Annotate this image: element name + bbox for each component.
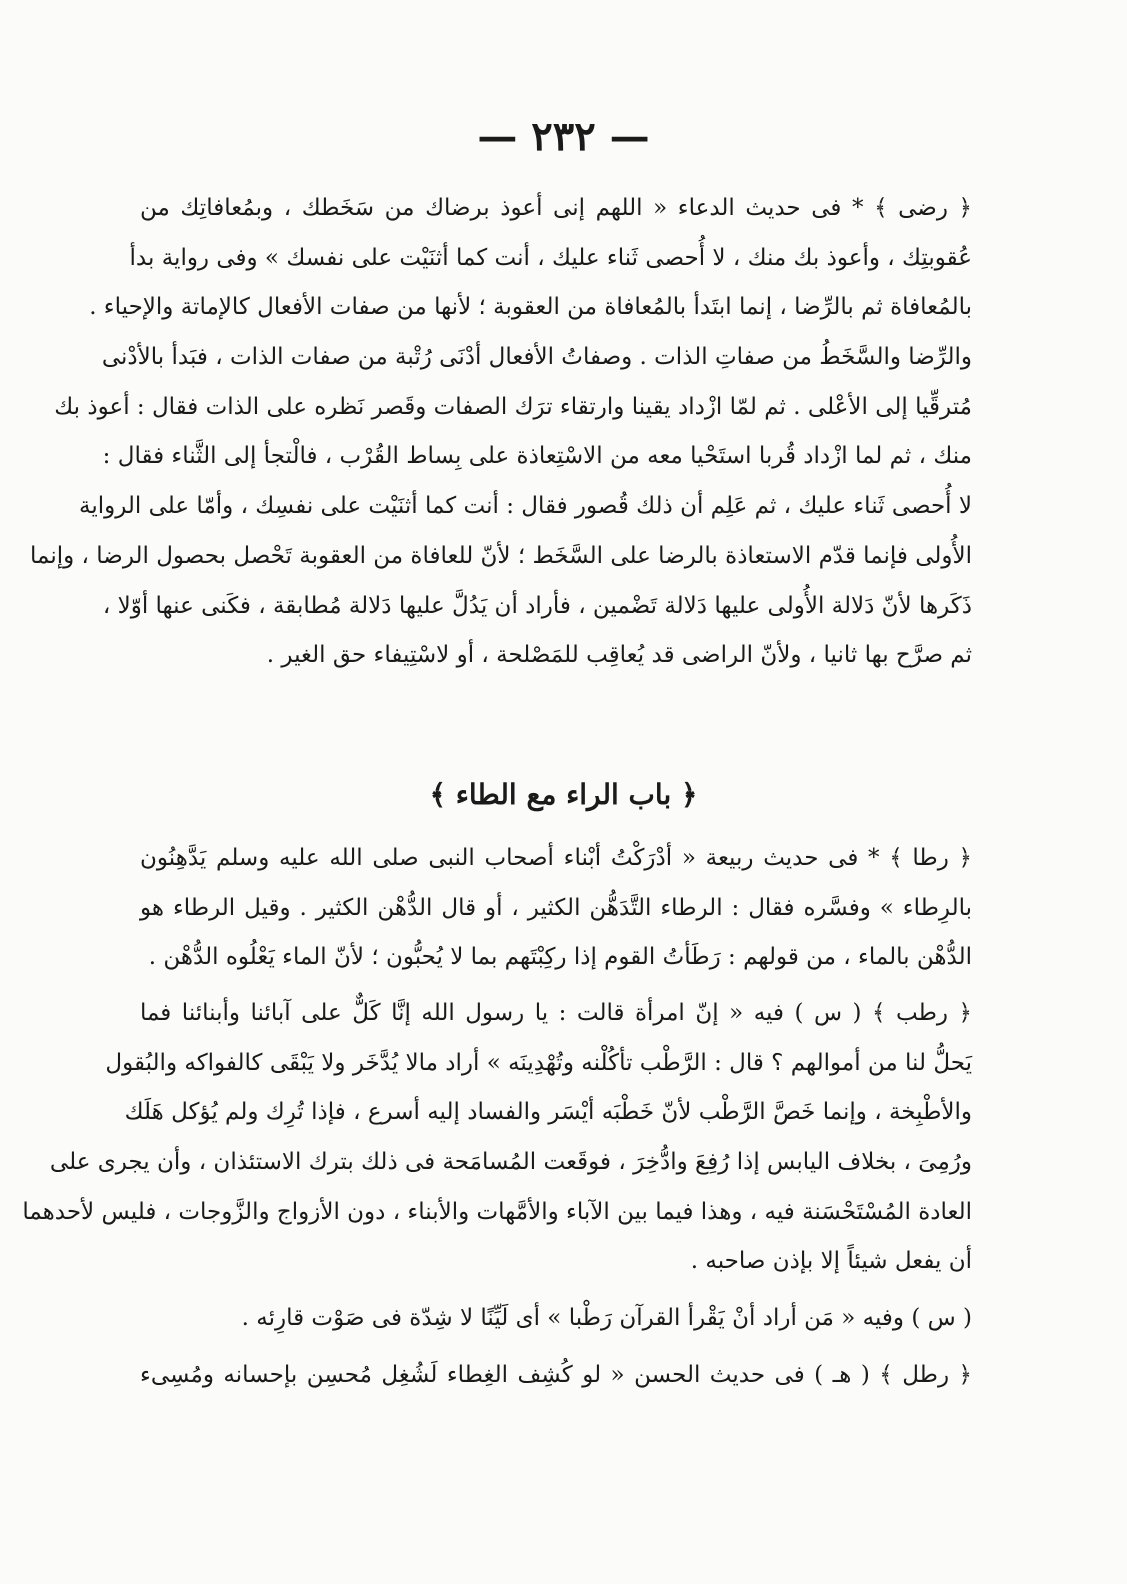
entry-ratl [140, 1351, 972, 1401]
text-line: عُقوبتِك ، وأعوذ بك منك ، لا أُحصى ثَناء عليك ، أنت كما أثنَيْت على نفسك » وفى رواية بدأ [129, 244, 972, 271]
text-line: أن يفعل شيئاً إلا بإذن صاحبه . [690, 1248, 972, 1275]
text-line: ثم صرَّح بها ثانيا ، ولأنّ الراضى قد يُعاقِب للمَصْلحة ، أو لاسْتِيفاء حق الغير . [266, 642, 972, 669]
text-line: لا أُحصى ثَناء عليك ، ثم عَلِم أن ذلك قُصور فقال : أنت كما أثنَيْت على نفسِك ، وأمّا على الرواية [78, 493, 972, 520]
text-line: ﴿ رطب ﴾ ( س ) فيه « إنّ امرأة قالت : يا رسول الله إنَّا كَلٌّ على آبائنا وأبنائنا فما [140, 1000, 972, 1026]
text-line: الأُولى فإنما قدّم الاستعاذة بالرضا على السَّخَط ؛ لأنّ للعافاة من العقوبة تَحْصل بحصول الرضا ، وإنما [30, 542, 972, 569]
chapter-heading: ﴿ باب الراء مع الطاء ﴾ [429, 778, 698, 811]
text-line: مُترقِّيا إلى الأعْلى . ثم لمّا ازْداد يقينا وارتقاء ترَك الصفات وقَصر نَظره على الذات فقال : أعوذ بك [54, 393, 972, 420]
text-line: الدُّهْن بالماء ، من قولهم : رَطَأتُ القوم إذا ركِبْتَهم بما لا يُحبُّون ؛ لأنّ الماء يَعْلُوه الدُّهْن . [148, 944, 972, 971]
text-line: ﴿ رطا ﴾ * فى حديث ربيعة « أدْرَكْتُ أبْناء أصحاب النبى صلى الله عليه وسلم يَدَّهِنُون [140, 845, 972, 871]
text-line: ( س ) وفيه « مَن أراد أنْ يَقْرأ القرآن رَطْبا » أى لَيِّنًا لا شِدّة فى صَوْت قارِئه . [241, 1305, 972, 1331]
text-line: ورُمِىَ ، بخلاف اليابس إذا رُفِعَ وادُّخِرَ ، فوقَعت المُسامَحة فى ذلك بترك الاستئذان ، وأن يجرى على [49, 1149, 972, 1176]
text-line: ﴿ رضى ﴾ * فى حديث الدعاء « اللهم إنى أعوذ برضاك من سَخَطك ، وبمُعافاتِك من [140, 195, 972, 221]
text-line: والأطْبِخة ، وإنما خَصَّ الرَّطْب لأنّ خَطْبَه أيْسَر والفساد إليه أسرع ، فإذا تُرِك ولم يُؤكل هَلَك [124, 1099, 972, 1126]
text-line: يَحلُّ لنا من أموالهم ؟ قال : الرَّطْب تأكُلْنه وتُهْدِينَه » أراد مالا يُدَّخَر ولا يَبْقَى كالفواكه والبُقول [105, 1049, 972, 1076]
text-line: بالرِطاء » وفسَّره فقال : الرطاء التَّدَهُّن الكثير ، أو قال الدُّهْن الكثير . وقيل الرطاء هو [140, 894, 972, 921]
page-number: — ٢٣٢ — [477, 113, 650, 160]
text-line: العادة المُسْتَحْسَنة فيه ، وهذا فيما بين الآباء والأمَّهات والأبناء ، دون الأزواج والزَّوجات ، فليس لأحدهما [22, 1198, 972, 1225]
entry-rada [30, 184, 972, 681]
text-line: ذَكَرها لأنّ دَلالة الأُولى عليها دَلالة تَضْمين ، فأراد أن يَدُلَّ عليها دَلالة مُطابقة ، فكَنى عنها أوّلا ، [102, 592, 972, 619]
entry-ratb-sub [140, 1294, 972, 1344]
entry-ratb [22, 989, 972, 1287]
text-line: والرِّضا والسَّخَطُ من صفاتِ الذات . وصفاتُ الأفعال أدْنَى رُتْبة من صفات الذات ، فبَدأ بالأدْنى [101, 344, 972, 371]
entry-rata [140, 834, 972, 983]
text-line: بالمُعافاة ثم بالرِّضا ، إنما ابتَدأ بالمُعافاة من العقوبة ؛ لأنها من صفات الأفعال كالإماتة والإحياء . [89, 294, 972, 321]
text-line: ﴿ رطل ﴾ ( هـ ) فى حديث الحسن « لو كُشِف الغِطاء لَشُغِل مُحسِن بإحسانه ومُسِىء [140, 1362, 972, 1388]
text-line: منك ، ثم لما ازْداد قُربا استَحْيا معه من الاسْتِعاذة على بِساط القُرْب ، فالْتجأ إلى الثَّناء فقال : [102, 443, 972, 470]
